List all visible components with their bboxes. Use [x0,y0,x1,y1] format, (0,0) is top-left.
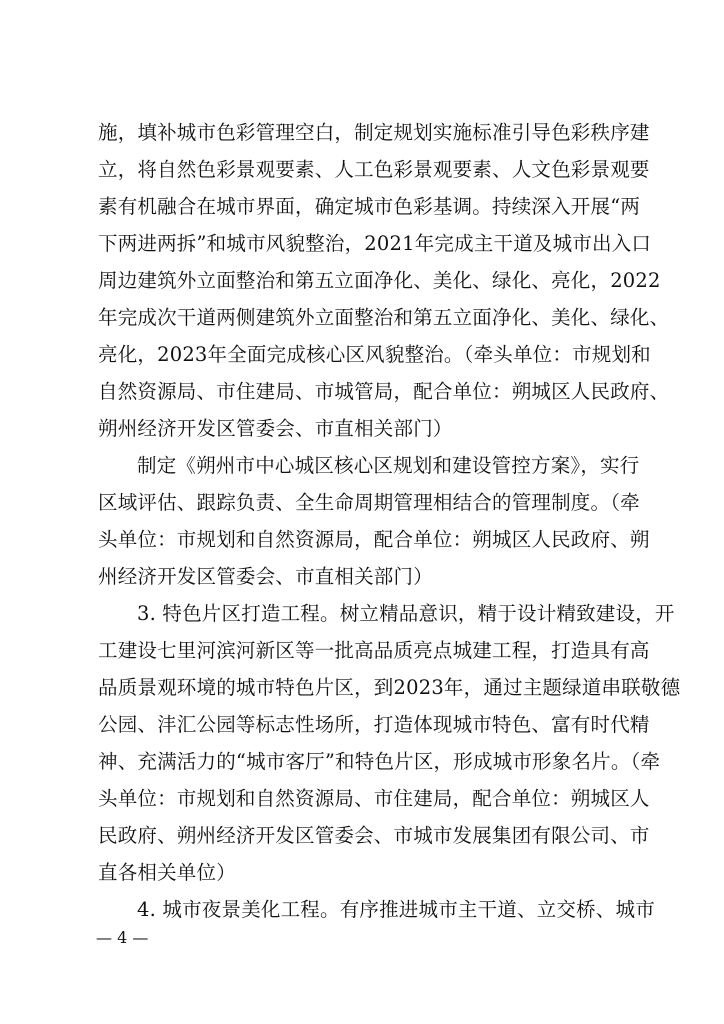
text-line: 3. 特色片区打造工程。树立精品意识，精于设计精致建设，开 [137,602,675,625]
text-line: 民政府、朔州经济开发区管委会、市城市发展集团有限公司、市 [98,824,650,847]
text-line: 神、充满活力的“城市客厅”和特色片区，形成城市形象名片。（牵 [98,750,661,773]
text-line: 公园、沣汇公园等标志性场所，打造体现城市特色、富有时代精 [98,713,650,736]
text-line: 周边建筑外立面整治和第五立面净化、美化、绿化、亮化，2022 [98,269,661,292]
text-line: 下两进两拆”和城市风貌整治，2021年完成主干道及城市出入口 [98,232,652,255]
text-line: 制定《朔州市中心城区核心区规划和建设管控方案》，实行 [137,454,640,477]
text-line: 亮化，2023年全面完成核心区风貌整治。（牵头单位：市规划和 [98,343,651,366]
text-line: 施，填补城市色彩管理空白，制定规划实施标准引导色彩秩序建 [98,121,650,144]
text-line: 头单位：市规划和自然资源局、市住建局，配合单位：朔城区人 [98,787,650,810]
page-number: — 4 — [96,928,149,947]
text-line: 品质景观环境的城市特色片区，到2023年，通过主题绿道串联敬德 [98,676,681,699]
text-line: 朔州经济开发区管委会、市直相关部门） [98,417,453,440]
text-line: 工建设七里河滨河新区等一批高品质亮点城建工程，打造具有高 [98,639,650,662]
text-line: 4. 城市夜景美化工程。有序推进城市主干道、立交桥、城市 [137,898,655,921]
text-line: 年完成次干道两侧建筑外立面整治和第五立面净化、美化、绿化、 [98,306,670,329]
text-line: 立，将自然色彩景观要素、人工色彩景观要素、人文色彩景观要 [98,158,650,181]
text-line: 素有机融合在城市界面，确定城市色彩基调。持续深入开展“两 [98,195,641,218]
text-line: 直各相关单位） [98,861,236,884]
text-line: 州经济开发区管委会、市直相关部门） [98,565,433,588]
text-line: 头单位：市规划和自然资源局，配合单位：朔城区人民政府、朔 [98,528,650,551]
text-line: 自然资源局、市住建局、市城管局，配合单位：朔城区人民政府、 [98,380,670,403]
text-line: 区域评估、跟踪负责、全生命周期管理相结合的管理制度。（牵 [98,491,640,514]
